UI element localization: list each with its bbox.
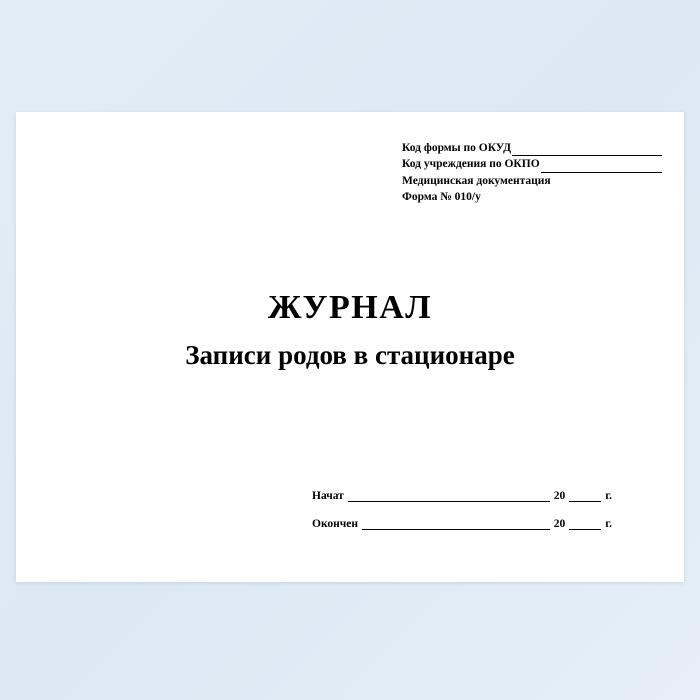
finished-year-suffix: г. <box>605 518 612 530</box>
okpo-blank-line <box>541 161 662 173</box>
page-subtitle: Записи родов в стационаре <box>185 339 515 370</box>
form-number-label: Форма № 010/у <box>402 190 481 203</box>
started-label: Начат <box>312 490 344 502</box>
started-year-suffix: г. <box>605 490 612 502</box>
finished-label: Окончен <box>312 518 359 530</box>
form-codes-header <box>402 140 662 205</box>
date-fields-block <box>312 490 612 530</box>
okpo-code-row <box>402 156 662 172</box>
page-title: ЖУРНАЛ <box>267 289 433 326</box>
finished-year-prefix: 20 <box>553 518 566 530</box>
okpo-label: Код учреждения по ОКПО <box>402 158 540 171</box>
started-year-blank <box>569 490 601 502</box>
okud-code-row <box>402 140 662 156</box>
document-type-label: Медицинская документация <box>402 174 551 187</box>
started-date-row <box>312 490 612 502</box>
okud-blank-line <box>512 144 662 156</box>
document-content <box>16 112 684 582</box>
title-block <box>16 288 684 371</box>
finished-date-row <box>312 518 612 530</box>
document-page <box>16 112 684 582</box>
started-year-prefix: 20 <box>553 490 566 502</box>
finished-blank-line <box>362 518 550 530</box>
started-blank-line <box>348 490 550 502</box>
okud-label: Код формы по ОКУД <box>402 142 511 154</box>
finished-year-blank <box>569 518 601 530</box>
